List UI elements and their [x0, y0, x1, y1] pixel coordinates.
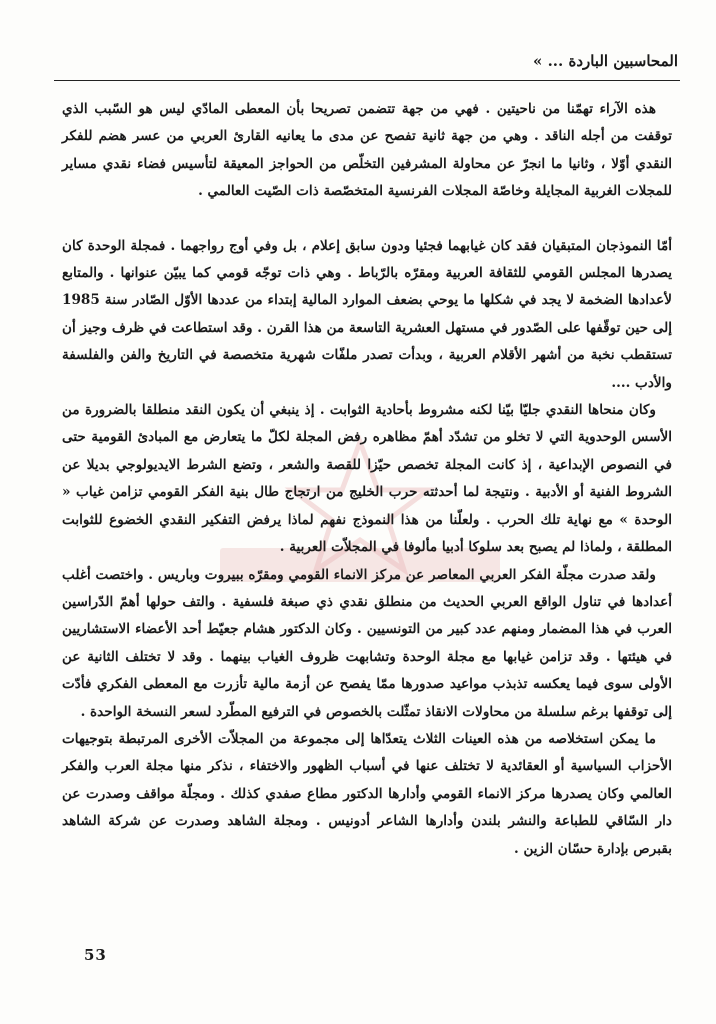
- page-number: 53: [84, 946, 107, 964]
- body-text: [62, 96, 672, 863]
- paragraph: أمّا النموذجان المتبقيان فقد كان غيابهما فجئيا ودون سابق إعلام ، بل وفي أوج رواجهما . فمجلة الوحدة كان يصدرها المجلس القومي للثقافة العربية ومقرّه بالرّباط . وهي ذات توجّه قومي كما يبيّن عنوانها . والمتابع لأعدادها الضخمة لا يجد في شكلها ما يوحي بضعف الموارد المالية إبتداء من عددها الأوّل الصّادر سنة 1985 إلى حين توقّفها على الصّدور في مستهل العشرية التاسعة من هذا القرن . وقد استطاعت في ظرف وجيز أن تستقطب نخبة من أشهر الأقلام العربية ، وبدأت تصدر ملفّات شهرية متخصصة في التاريخ والفن والفلسفة والأدب ....: [62, 237, 672, 391]
- paragraph: ولقد صدرت مجلّة الفكر العربي المعاصر عن مركز الانماء القومي ومقرّه ببيروت وباريس . واختصت أغلب أعدادها في تناول الواقع العربي الحديث من منطلق نقدي ذي صبغة فلسفية . والتف حولها أهمّ الدّراسين العرب في هذا المضمار ومنهم عدد كبير من التونسيين . وكان الدكتور هشام جعيّط أحد الأعضاء الاستشاريين في هيئتها . وقد تزامن غيابها مع مجلة الوحدة وتشابهت ظروف الغياب بينهما . وقد لا تختلف الثانية عن الأولى سوى فيما يعكسه تذبذب مواعيد صدورها ممّا يفصح عن أزمة مالية تأزرت مع المعطى الفكري فأدّت إلى توقفها برغم سلسلة من محاولات الانقاذ تمثّلت بالخصوص في الترفيع المطّرد لسعر النسخة الواحدة .: [62, 566, 672, 720]
- paragraph: ما يمكن استخلاصه من هذه العينات الثلاث يتعدّاها إلى مجموعة من المجلاّت الأخرى المرتبطة بتوجيهات الأحزاب السياسية أو العقائدية لا تختلف عنها في أسباب الظهور والاختفاء ، نذكر منها مجلة العرب والفكر العالمي وكان يصدرها مركز الانماء القومي وأدارها الدكتور مطاع صفدي كذلك . ومجلّة مواقف وصدرت عن دار السّاقي للطباعة والنشر بلندن وأدارها الشاعر أدونيس . ومجلة الشاهد وصدرت عن شركة الشاهد بقبرص بإدارة حسّان الزين .: [62, 730, 672, 857]
- paragraph: وكان منحاها النقدي جليّا بيّنا لكنه مشروط بأحادية الثوابت . إذ ينبغي أن يكون النقد منطلقا بالضرورة من الأسس الوحدوية التي لا تخلو من تشدّد أهمّ مظاهره رفض المجلة لكلّ ما يتعارض مع المبادئ القومية حتى في النصوص الإبداعية ، إذ كانت المجلة تخصص حيّزا للقصة والشعر ، وتضع الشرط الايديولوجي بديلا عن الشروط الفنية أو الأدبية . ونتيجة لما أحدثته حرب الخليج من ارتجاج طال بنية الفكر القومي تزامن غياب « الوحدة » مع نهاية تلك الحرب . ولعلّنا من هذا النموذج نفهم لماذا يرفض التفكير النقدي الخضوع للثوابت المطلقة ، ولماذا لم يصبح بعد سلوكا أدبيا مألوفا في المجلاّت العربية .: [62, 402, 672, 556]
- running-head-title: المحاسبين الباردة ... »: [532, 52, 678, 70]
- paragraph: هذه الآراء تهمّنا من ناحيتين . فهي من جهة تتضمن تصريحا بأن المعطى المادّي ليس هو السّبب الذي توقفت من أجله الناقد . وهي من جهة ثانية تفصح عن مدى ما يعانيه القارئ العربي من عسر هضم للفكر النقدي أوّلا ، وثانيا ما انجرّ عن محاولة المشرفين التخلّص من الحواجز المعيقة لتأسيس فضاء نقدي مساير للمجلات الغربية المجايلة وخاصّة المجلات الفرنسية المتخصّصة ذات الصّيت العالمي .: [62, 101, 672, 200]
- header-rule: [54, 80, 680, 81]
- paragraph-gap: [62, 206, 672, 233]
